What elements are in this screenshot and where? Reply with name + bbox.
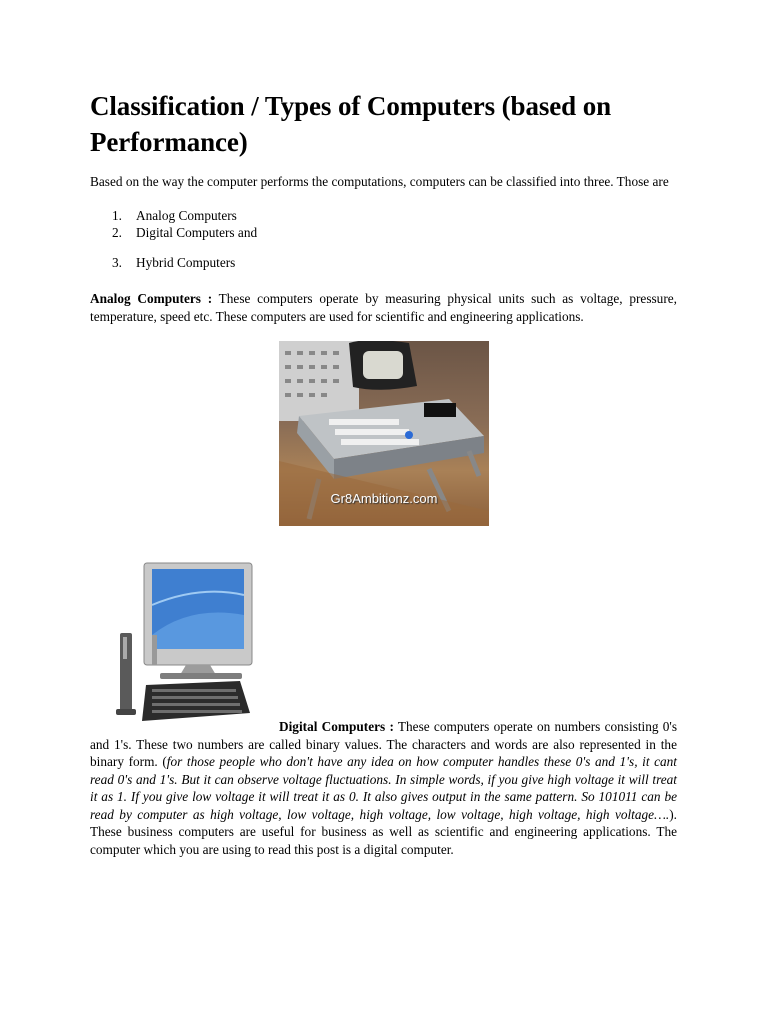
intro-paragraph: Based on the way the computer performs the computations, computers can be classified into three. Those are	[90, 174, 669, 189]
list-item: 2. Digital Computers and	[112, 225, 258, 240]
analog-term: Analog Computers :	[90, 291, 213, 306]
list-item: 1. Analog Computers	[112, 208, 237, 223]
digital-computer-image	[90, 545, 268, 725]
image-watermark: Gr8Ambitionz.com	[330, 491, 438, 506]
list-item: 3. Hybrid Computers	[112, 255, 236, 270]
digital-paragraph: Digital Computers : These computers operate on numbers consisting 0's and 1's. These two numbers are called binary values. The characters and words are also represented in the binary form. (for those people who don't have any idea on how computer handles these 0's and 1's, it cant read 0's and 1's. But it can observe voltage fluctuations. In simple words, if you give high voltage it will treat it as 1. If you give low voltage it will treat it as 0. It also gives output in the same pattern. So 101011 can be read by computer as high voltage, low voltage, high voltage, low voltage, high voltage, high voltage….). These business computers are useful for business as well as scientific and engineering applications. The computer which you are using to read this post is a digital computer.	[90, 719, 677, 857]
analog-paragraph: Analog Computers : These computers operate by measuring physical units such as voltage, pressure, temperature, speed etc. These computers are used for scientific and engineering applications.	[90, 291, 677, 324]
analog-computer-image	[279, 341, 489, 526]
page-title: Classification / Types of Computers (based on Performance)	[90, 91, 612, 157]
digital-term: Digital Computers :	[279, 719, 394, 734]
digital-computer-illustration	[90, 545, 268, 725]
